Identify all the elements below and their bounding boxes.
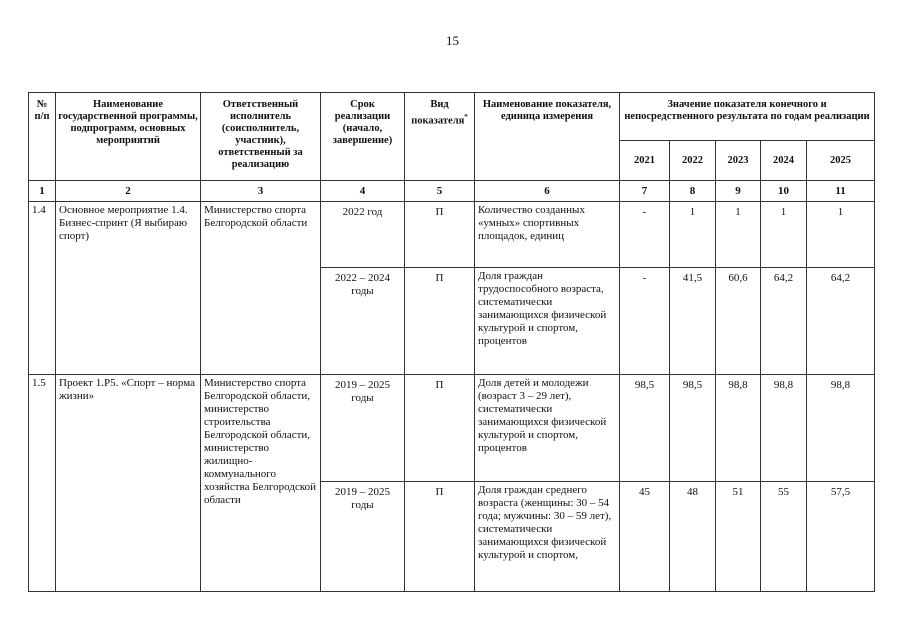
- header-indicator-type-label: Вид показателя: [411, 99, 465, 127]
- value-2024: 1: [761, 202, 807, 268]
- value-2022: 1: [670, 202, 716, 268]
- value-2021: -: [620, 268, 670, 375]
- value-2021: -: [620, 202, 670, 268]
- header-indicator-name: Наименование показателя, единица измерения: [475, 93, 620, 181]
- program-name: Проект 1.Р5. «Спорт – норма жизни»: [56, 375, 201, 592]
- header-values-group: Значение показателя конечного и непосредственного результата по годам реализации: [620, 93, 875, 141]
- table-row: [29, 375, 875, 482]
- term: 2019 – 2025 годы: [321, 375, 405, 482]
- value-2021: 45: [620, 482, 670, 592]
- value-2025: 1: [807, 202, 875, 268]
- header-num: № п/п: [29, 93, 56, 181]
- column-number: 10: [761, 181, 807, 202]
- column-number: 3: [201, 181, 321, 202]
- footnote-mark: *: [464, 113, 468, 121]
- column-number: 6: [475, 181, 620, 202]
- value-2025: 98,8: [807, 375, 875, 482]
- indicator-name: Количество созданных «умных» спортивных площадок, единиц: [475, 202, 620, 268]
- column-number: 1: [29, 181, 56, 202]
- term: 2022 – 2024 годы: [321, 268, 405, 375]
- indicator-type: П: [405, 202, 475, 268]
- header-indicator-type: [405, 93, 475, 181]
- indicator-name: Доля граждан среднего возраста (женщины: 30 – 54 года; мужчины: 30 – 59 лет), систематически занимающихся физической культурой и спортом,: [475, 482, 620, 592]
- indicator-type: П: [405, 482, 475, 592]
- column-number: 11: [807, 181, 875, 202]
- executor: Министерство спорта Белгородской области: [201, 202, 321, 375]
- value-2024: 55: [761, 482, 807, 592]
- column-number: 7: [620, 181, 670, 202]
- program-name: Основное мероприятие 1.4. Бизнес-спринт (Я выбираю спорт): [56, 202, 201, 375]
- header-program-name: Наименование государственной программы, подпрограмм, основных мероприятий: [56, 93, 201, 181]
- column-number: 8: [670, 181, 716, 202]
- term: 2019 – 2025 годы: [321, 482, 405, 592]
- value-2025: 57,5: [807, 482, 875, 592]
- row-number: 1.5: [29, 375, 56, 592]
- column-number: 4: [321, 181, 405, 202]
- value-2022: 41,5: [670, 268, 716, 375]
- column-number: 5: [405, 181, 475, 202]
- value-2025: 64,2: [807, 268, 875, 375]
- column-number: 2: [56, 181, 201, 202]
- value-2024: 98,8: [761, 375, 807, 482]
- page-number: 15: [446, 33, 459, 48]
- table-row: [29, 202, 875, 268]
- program-table: [28, 92, 875, 592]
- header-row: [29, 93, 875, 141]
- value-2022: 48: [670, 482, 716, 592]
- indicator-type: П: [405, 268, 475, 375]
- indicator-name: Доля детей и молодежи (возраст 3 – 29 лет), систематически занимающихся физической культурой и спортом, процентов: [475, 375, 620, 482]
- row-number: 1.4: [29, 202, 56, 375]
- column-numbers-row: [29, 181, 875, 202]
- header-year: 2021: [620, 141, 670, 181]
- value-2022: 98,5: [670, 375, 716, 482]
- executor: Министерство спорта Белгородской области, министерство строительства Белгородской области, министерство жилищно-коммунального хозяйства Белгородской области: [201, 375, 321, 592]
- indicator-name: Доля граждан трудоспособного возраста, систематически занимающихся физической культурой и спортом, процентов: [475, 268, 620, 375]
- value-2024: 64,2: [761, 268, 807, 375]
- header-year: 2024: [761, 141, 807, 181]
- value-2021: 98,5: [620, 375, 670, 482]
- term: 2022 год: [321, 202, 405, 268]
- column-number: 9: [716, 181, 761, 202]
- value-2023: 1: [716, 202, 761, 268]
- header-term: Срок реализации (начало, завершение): [321, 93, 405, 181]
- value-2023: 98,8: [716, 375, 761, 482]
- value-2023: 51: [716, 482, 761, 592]
- header-executor: Ответственный исполнитель (соисполнитель, участник), ответственный за реализацию: [201, 93, 321, 181]
- header-year: 2022: [670, 141, 716, 181]
- indicator-type: П: [405, 375, 475, 482]
- value-2023: 60,6: [716, 268, 761, 375]
- header-year: 2025: [807, 141, 875, 181]
- header-year: 2023: [716, 141, 761, 181]
